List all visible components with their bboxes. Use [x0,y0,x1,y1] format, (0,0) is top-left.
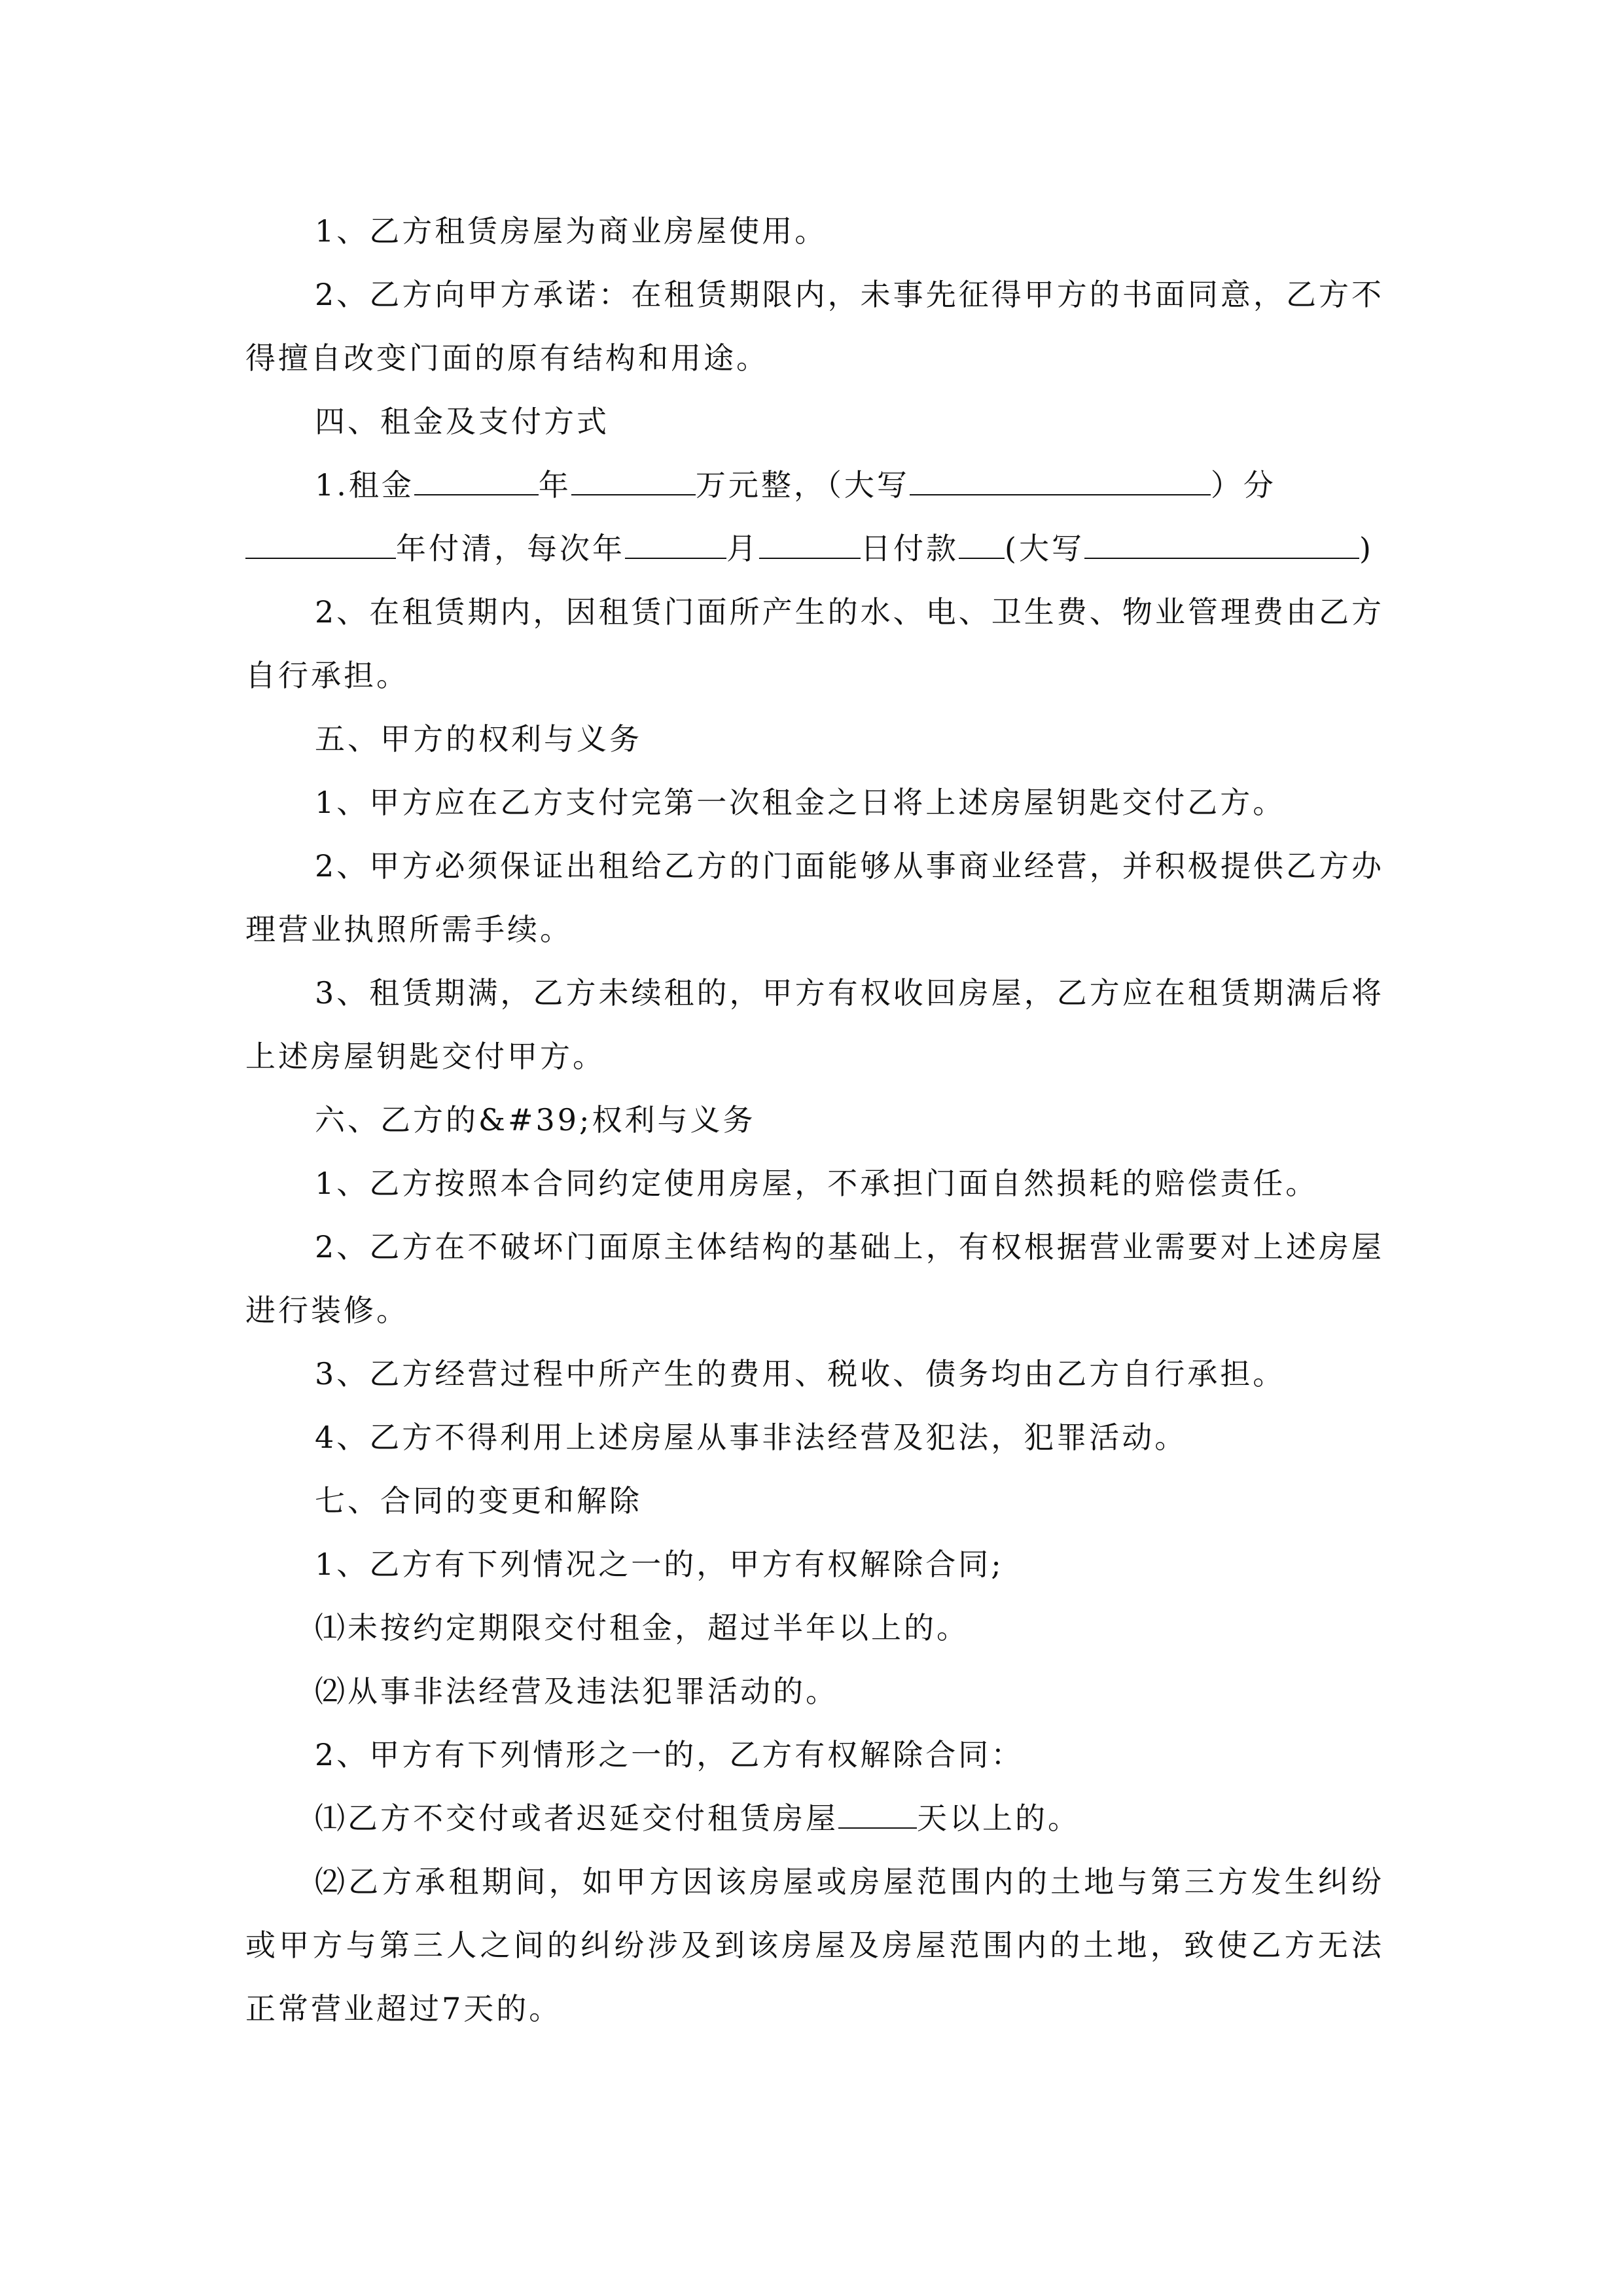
clause-paragraph: 3、乙方经营过程中所产生的费用、税收、债务均由乙方自行承担。 [315,1356,1286,1391]
clause-paragraph: 1、乙方按照本合同约定使用房屋，不承担门面自然损耗的赔偿责任。 [315,1166,1319,1201]
clause-paragraph: 2、乙方向甲方承诺：在租赁期限内，未事先征得甲方的书面同意，乙方不得擅自改变门面的原有结构和用途。 [245,277,1384,376]
clause-paragraph: 1、乙方租赁房屋为商业房屋使用。 [315,213,828,249]
clause-subitem [245,1787,1384,1850]
document-body [245,200,1384,2041]
section-heading: 六、乙方的&#39;权利与义务 [315,1102,756,1138]
section-heading: 五、甲方的权利与义务 [315,721,642,757]
rent-text: 年 [538,467,571,503]
blank-field [245,533,396,559]
rent-text: 月 [726,531,759,566]
blank-field [414,469,539,495]
clause-paragraph: 1、甲方应在乙方支付完第一次租金之日将上述房屋钥匙交付乙方。 [315,785,1286,820]
blank-field [759,533,861,559]
blank-field [959,533,1005,559]
rent-text: (大写 [1005,531,1084,566]
clause-subitem: ⑵乙方承租期间，如甲方因该房屋或房屋范围内的土地与第三方发生纠纷或甲方与第三人之间的纠纷涉及到该房屋及房屋范围内的土地，致使乙方无法正常营业超过7天的。 [245,1864,1384,2026]
blank-field [838,1803,917,1829]
blank-field [1084,533,1359,559]
rent-text: 年付清，每次年 [396,531,625,566]
rent-clause-line-2 [245,517,1384,581]
blank-field [910,469,1211,495]
subitem-text: ⑴乙方不交付或者迟延交付租赁房屋 [315,1801,838,1836]
rent-clause-line-1 [245,454,1384,517]
clause-paragraph: 4、乙方不得利用上述房屋从事非法经营及犯法，犯罪活动。 [315,1420,1188,1455]
blank-field [625,533,726,559]
clause-paragraph: 3、租赁期满，乙方未续租的，甲方有权收回房屋，乙方应在租赁期满后将上述房屋钥匙交付甲方。 [245,975,1384,1074]
rent-text: ）分 [1210,467,1276,503]
clause-paragraph: 2、乙方在不破坏门面原主体结构的基础上，有权根据营业需要对上述房屋进行装修。 [245,1229,1384,1328]
rent-text: ) [1359,531,1374,566]
blank-field [571,469,696,495]
rent-text: 万元整，（大写 [695,467,910,503]
subitem-text: 天以上的。 [917,1801,1080,1836]
clause-subitem: ⑴未按约定期限交付租金，超过半年以上的。 [315,1610,969,1645]
rent-text: 日付款 [861,531,959,566]
section-heading: 七、合同的变更和解除 [315,1483,642,1518]
clause-paragraph: 2、在租赁期内，因租赁门面所产生的水、电、卫生费、物业管理费由乙方自行承担。 [245,594,1384,693]
rent-label: 1.租金 [315,467,414,503]
clause-paragraph: 1、乙方有下列情况之一的，甲方有权解除合同; [315,1547,1004,1582]
clause-paragraph: 2、甲方有下列情形之一的，乙方有权解除合同： [315,1737,1024,1772]
clause-subitem: ⑵从事非法经营及违法犯罪活动的。 [315,1674,838,1709]
clause-paragraph: 2、甲方必须保证出租给乙方的门面能够从事商业经营，并积极提供乙方办理营业执照所需手续。 [245,848,1384,947]
section-heading: 四、租金及支付方式 [315,404,609,439]
